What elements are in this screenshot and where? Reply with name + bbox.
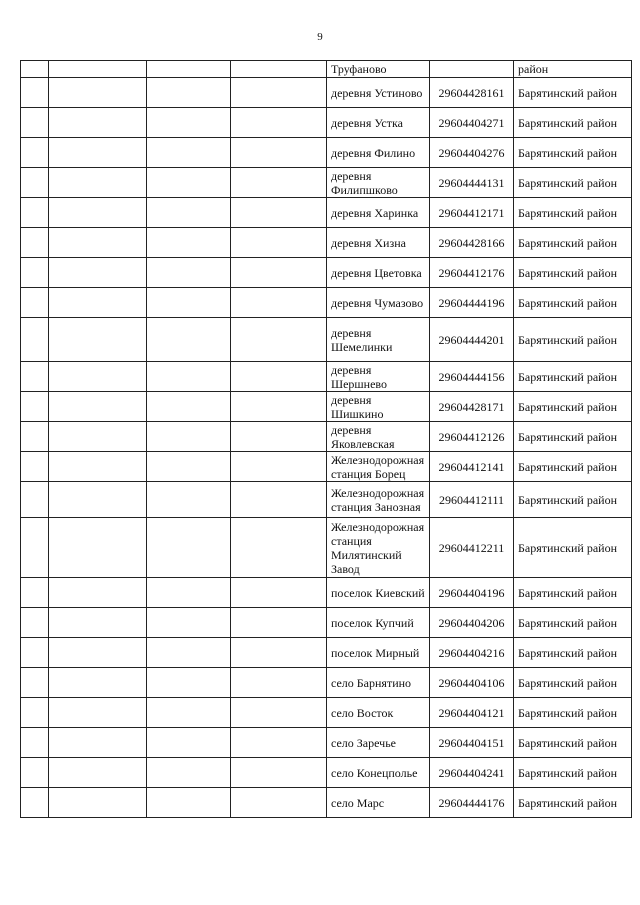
district-cell: Барятинский район [514,788,632,818]
empty-cell [231,61,327,78]
empty-cell [231,228,327,258]
table-row [21,61,632,78]
empty-cell [21,168,49,198]
oktmo-code-cell: 29604404196 [430,578,514,608]
empty-cell [21,452,49,482]
empty-cell [231,638,327,668]
settlement-name-cell: поселок Киевский [327,578,430,608]
oktmo-code-cell: 29604404151 [430,728,514,758]
empty-cell [231,728,327,758]
empty-cell [147,728,231,758]
empty-cell [21,608,49,638]
empty-cell [21,318,49,362]
empty-cell [147,698,231,728]
empty-cell [231,698,327,728]
district-cell: Барятинский район [514,758,632,788]
empty-cell [21,758,49,788]
empty-cell [49,78,147,108]
oktmo-code-cell: 29604412126 [430,422,514,452]
settlement-name-cell: село Заречье [327,728,430,758]
district-cell: Барятинский район [514,362,632,392]
oktmo-code-cell: 29604444131 [430,168,514,198]
table-row [21,452,632,482]
settlement-name-cell: село Марс [327,788,430,818]
oktmo-code-cell [430,61,514,78]
empty-cell [147,78,231,108]
empty-cell [147,608,231,638]
district-cell: Барятинский район [514,608,632,638]
page-number: 9 [317,31,323,43]
table-row [21,198,632,228]
oktmo-code-cell: 29604412111 [430,482,514,518]
district-cell: Барятинский район [514,698,632,728]
table-row [21,698,632,728]
empty-cell [231,318,327,362]
empty-cell [49,228,147,258]
oktmo-code-cell: 29604412176 [430,258,514,288]
empty-cell [231,168,327,198]
empty-cell [21,258,49,288]
table-row [21,788,632,818]
empty-cell [231,668,327,698]
empty-cell [21,108,49,138]
settlement-name-cell: село Конецполье [327,758,430,788]
oktmo-code-cell: 29604444201 [430,318,514,362]
district-cell: Барятинский район [514,168,632,198]
settlement-name-cell: деревня Шемелинки [327,318,430,362]
empty-cell [231,288,327,318]
district-cell: Барятинский район [514,728,632,758]
empty-cell [21,228,49,258]
empty-cell [231,138,327,168]
table-row [21,518,632,578]
table-row [21,362,632,392]
settlement-name-cell: Железнодорожная станция Борец [327,452,430,482]
empty-cell [49,728,147,758]
empty-cell [231,758,327,788]
settlement-name-cell: поселок Мирный [327,638,430,668]
empty-cell [147,258,231,288]
empty-cell [49,452,147,482]
settlement-name-cell: деревня Харинка [327,198,430,228]
empty-cell [147,198,231,228]
table-row [21,392,632,422]
table-row [21,482,632,518]
oktmo-code-cell: 29604404121 [430,698,514,728]
empty-cell [49,168,147,198]
empty-cell [147,788,231,818]
settlement-name-cell: село Барнятино [327,668,430,698]
empty-cell [147,108,231,138]
empty-cell [147,422,231,452]
settlement-name-cell: деревня Филипшково [327,168,430,198]
table-row [21,78,632,108]
oktmo-code-cell: 29604404241 [430,758,514,788]
empty-cell [21,638,49,668]
table-row [21,578,632,608]
district-cell: Барятинский район [514,578,632,608]
empty-cell [231,452,327,482]
district-cell: Барятинский район [514,422,632,452]
empty-cell [231,518,327,578]
empty-cell [147,138,231,168]
empty-cell [147,318,231,362]
district-cell: Барятинский район [514,288,632,318]
district-cell: Барятинский район [514,452,632,482]
empty-cell [147,61,231,78]
empty-cell [147,638,231,668]
oktmo-code-cell: 29604444156 [430,362,514,392]
oktmo-code-cell: 29604412141 [430,452,514,482]
district-cell: Барятинский район [514,108,632,138]
empty-cell [49,318,147,362]
empty-cell [21,138,49,168]
empty-cell [49,258,147,288]
empty-cell [147,362,231,392]
settlement-name-cell: поселок Купчий [327,608,430,638]
district-cell: Барятинский район [514,482,632,518]
district-cell: Барятинский район [514,138,632,168]
empty-cell [49,788,147,818]
empty-cell [147,518,231,578]
district-cell: Барятинский район [514,318,632,362]
settlement-name-cell: деревня Цветовка [327,258,430,288]
district-cell: Барятинский район [514,668,632,698]
empty-cell [147,168,231,198]
empty-cell [231,108,327,138]
district-cell: Барятинский район [514,198,632,228]
empty-cell [49,198,147,228]
empty-cell [231,422,327,452]
district-cell: Барятинский район [514,258,632,288]
empty-cell [49,758,147,788]
oktmo-code-cell: 29604404106 [430,668,514,698]
empty-cell [21,788,49,818]
empty-cell [231,578,327,608]
settlement-name-cell: деревня Шершнево [327,362,430,392]
table-row [21,228,632,258]
empty-cell [147,578,231,608]
settlement-name-cell: деревня Филино [327,138,430,168]
table-row [21,758,632,788]
oktmo-code-cell: 29604428171 [430,392,514,422]
oktmo-code-cell: 29604404276 [430,138,514,168]
table-row [21,608,632,638]
district-cell: Барятинский район [514,392,632,422]
empty-cell [231,788,327,818]
oktmo-code-cell: 29604444196 [430,288,514,318]
empty-cell [49,422,147,452]
empty-cell [231,198,327,228]
table-row [21,108,632,138]
empty-cell [147,668,231,698]
table-body [21,61,632,818]
empty-cell [49,108,147,138]
settlement-table [20,60,632,818]
empty-cell [21,362,49,392]
empty-cell [49,518,147,578]
settlement-name-cell: деревня Чумазово [327,288,430,318]
empty-cell [49,288,147,318]
empty-cell [21,198,49,228]
district-cell: Барятинский район [514,638,632,668]
empty-cell [147,482,231,518]
empty-cell [147,228,231,258]
district-cell: Барятинский район [514,518,632,578]
oktmo-code-cell: 29604404206 [430,608,514,638]
empty-cell [231,362,327,392]
oktmo-code-cell: 29604428161 [430,78,514,108]
settlement-name-cell: деревня Шишкино [327,392,430,422]
empty-cell [147,758,231,788]
settlement-name-cell: село Восток [327,698,430,728]
empty-cell [21,728,49,758]
table-row [21,422,632,452]
empty-cell [147,288,231,318]
empty-cell [231,482,327,518]
table-row [21,138,632,168]
empty-cell [49,362,147,392]
district-cell: район [514,61,632,78]
table-row [21,258,632,288]
district-cell: Барятинский район [514,228,632,258]
table-row [21,318,632,362]
table-row [21,168,632,198]
settlement-name-cell: Железнодорожная станция Милятинский Завод [327,518,430,578]
empty-cell [49,698,147,728]
empty-cell [21,61,49,78]
empty-cell [231,78,327,108]
table-row [21,288,632,318]
empty-cell [21,392,49,422]
table-row [21,668,632,698]
empty-cell [231,392,327,422]
empty-cell [21,668,49,698]
oktmo-code-cell: 29604444176 [430,788,514,818]
empty-cell [21,288,49,318]
table-row [21,728,632,758]
empty-cell [231,608,327,638]
settlement-name-cell: деревня Хизна [327,228,430,258]
settlement-name-cell: Труфаново [327,61,430,78]
empty-cell [231,258,327,288]
empty-cell [49,608,147,638]
empty-cell [21,698,49,728]
settlement-name-cell: деревня Устиново [327,78,430,108]
empty-cell [49,578,147,608]
table-row [21,638,632,668]
oktmo-code-cell: 29604428166 [430,228,514,258]
empty-cell [49,138,147,168]
empty-cell [49,668,147,698]
empty-cell [49,392,147,422]
empty-cell [49,638,147,668]
oktmo-code-cell: 29604412171 [430,198,514,228]
empty-cell [21,518,49,578]
oktmo-code-cell: 29604412211 [430,518,514,578]
empty-cell [21,422,49,452]
settlement-name-cell: деревня Яковлевская [327,422,430,452]
empty-cell [147,392,231,422]
empty-cell [49,482,147,518]
empty-cell [49,61,147,78]
empty-cell [147,452,231,482]
district-cell: Барятинский район [514,78,632,108]
empty-cell [21,78,49,108]
empty-cell [21,482,49,518]
settlement-name-cell: деревня Устка [327,108,430,138]
empty-cell [21,578,49,608]
settlement-name-cell: Железнодорожная станция Занозная [327,482,430,518]
oktmo-code-cell: 29604404216 [430,638,514,668]
oktmo-code-cell: 29604404271 [430,108,514,138]
